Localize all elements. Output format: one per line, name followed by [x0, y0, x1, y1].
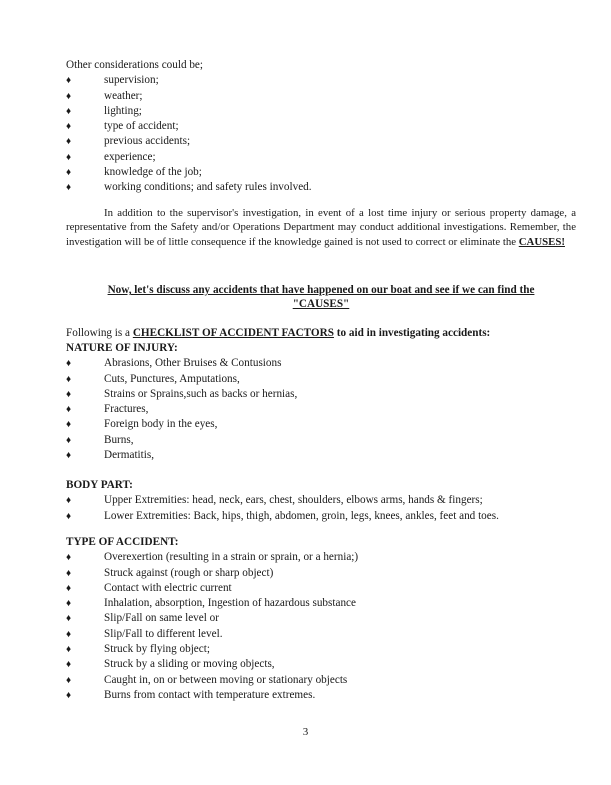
type-of-accident-section — [66, 535, 576, 703]
considerations-section — [66, 58, 576, 196]
bullet-text: Struck by a sliding or moving objects, — [104, 658, 275, 671]
type-colon: : — [174, 536, 179, 548]
bullet-text: previous accidents; — [104, 135, 191, 148]
bullet-text: knowledge of the job; — [104, 166, 202, 179]
page-number: 3 — [302, 726, 309, 738]
bullet-item — [66, 566, 576, 581]
bullet-text: Struck by flying object; — [104, 643, 210, 656]
bullet-item — [66, 165, 576, 180]
bullet-item — [66, 433, 576, 448]
diamond-bullet-icon: ♦ — [66, 567, 72, 579]
diamond-bullet-icon: ♦ — [66, 136, 72, 148]
diamond-bullet-icon: ♦ — [66, 105, 72, 117]
diamond-bullet-icon: ♦ — [66, 121, 72, 133]
bullet-text: Burns, — [104, 433, 134, 446]
bullet-text: lighting; — [104, 104, 142, 117]
bullet-text: Inhalation, absorption, Ingestion of hazardous substance — [104, 597, 356, 610]
diamond-bullet-icon: ♦ — [66, 358, 72, 370]
bullet-text: Contact with electric current — [104, 581, 232, 594]
bullet-text: Burns from contact with temperature extremes. — [104, 688, 316, 701]
diamond-bullet-icon: ♦ — [66, 582, 72, 594]
diamond-bullet-icon: ♦ — [66, 495, 72, 507]
diamond-bullet-icon: ♦ — [66, 434, 72, 446]
bullet-text: Slip/Fall on same level or — [104, 612, 219, 625]
bullet-item — [66, 448, 576, 463]
bullet-text: weather; — [104, 89, 143, 102]
diamond-bullet-icon: ♦ — [66, 388, 72, 400]
bullet-item — [66, 180, 576, 195]
bullet-item — [66, 688, 576, 703]
diamond-bullet-icon: ♦ — [66, 552, 72, 564]
bullet-item — [66, 673, 576, 688]
diamond-bullet-icon: ♦ — [66, 689, 72, 701]
bullet-item — [66, 627, 576, 642]
discuss-heading — [66, 283, 576, 311]
bullet-text: Abrasions, Other Bruises & Contusions — [104, 357, 282, 370]
bullet-item — [66, 611, 576, 626]
nature-colon: : — [173, 342, 178, 354]
bullet-text: type of accident; — [104, 120, 179, 133]
checklist-lead: Following is a — [66, 327, 133, 339]
bullet-text: Slip/Fall to different level. — [104, 627, 223, 640]
bullet-item — [66, 493, 576, 508]
bullet-item — [66, 356, 576, 371]
diamond-bullet-icon: ♦ — [66, 598, 72, 610]
bullet-item — [66, 89, 576, 104]
bullet-text: Strains or Sprains,such as backs or hernias, — [104, 387, 298, 400]
checklist-intro — [66, 326, 576, 341]
bullet-text: Cuts, Punctures, Amputations, — [104, 372, 240, 385]
checklist-tail: to aid in investigating accidents: — [333, 327, 491, 339]
considerations-heading: Other considerations could be; — [66, 59, 204, 71]
diamond-bullet-icon: ♦ — [66, 613, 72, 625]
discuss-line-1: Now, let's discuss any accidents that have happened on our boat and see if we can find the — [107, 284, 535, 296]
bullet-item — [66, 402, 576, 417]
bullet-item — [66, 119, 576, 134]
bullet-item — [66, 73, 576, 88]
bullet-text: Lower Extremities: Back, hips, thigh, abdomen, groin, legs, knees, ankles, feet and toes. — [104, 509, 499, 522]
bullet-item — [66, 581, 576, 596]
body-part-label: BODY PART — [66, 479, 130, 491]
bullet-text: Struck against (rough or sharp object) — [104, 566, 274, 579]
bullet-item — [66, 104, 576, 119]
diamond-bullet-icon: ♦ — [66, 674, 72, 686]
bullet-text: Caught in, on or between moving or stationary objects — [104, 673, 348, 686]
diamond-bullet-icon: ♦ — [66, 151, 72, 163]
diamond-bullet-icon: ♦ — [66, 90, 72, 102]
bullet-text: Upper Extremities: head, neck, ears, chest, shoulders, elbows arms, hands & fingers; — [104, 494, 483, 507]
bullet-text: Dermatitis, — [104, 449, 155, 462]
type-of-accident-label: TYPE OF ACCIDENT — [66, 536, 175, 548]
bullet-item — [66, 550, 576, 565]
diamond-bullet-icon: ♦ — [66, 373, 72, 385]
nature-of-injury-section — [66, 341, 576, 463]
nature-of-injury-list — [66, 356, 576, 463]
bullet-text: Foreign body in the eyes, — [104, 418, 218, 431]
bullet-text: supervision; — [104, 74, 159, 87]
diamond-bullet-icon: ♦ — [66, 659, 72, 671]
bullet-text: Overexertion (resulting in a strain or sprain, or a hernia;) — [104, 551, 359, 564]
bullet-item — [66, 596, 576, 611]
diamond-bullet-icon: ♦ — [66, 167, 72, 179]
diamond-bullet-icon: ♦ — [66, 75, 72, 87]
body-part-section — [66, 478, 576, 524]
discuss-line-2: "CAUSES" — [292, 298, 350, 310]
diamond-bullet-icon: ♦ — [66, 404, 72, 416]
bullet-item — [66, 417, 576, 432]
diamond-bullet-icon: ♦ — [66, 419, 72, 431]
considerations-list — [66, 73, 576, 195]
diamond-bullet-icon: ♦ — [66, 510, 72, 522]
investigation-paragraph — [66, 206, 576, 249]
body-part-list — [66, 493, 576, 524]
bullet-item — [66, 657, 576, 672]
bullet-item — [66, 134, 576, 149]
paragraph-text: In addition to the supervisor's investigation, in event of a lost time injury or serious property damage, a representative from the Safety and/or Operations Department may conduct additional investigations. Remember, the investigation will be of little consequence if the knowledge gained is not used to correct or eliminate the — [66, 207, 576, 248]
diamond-bullet-icon: ♦ — [66, 450, 72, 462]
type-of-accident-list — [66, 550, 576, 703]
causes-emphasis: CAUSES! — [518, 235, 565, 248]
bullet-item — [66, 372, 576, 387]
bullet-item — [66, 387, 576, 402]
nature-of-injury-label: NATURE OF INJURY — [66, 342, 174, 354]
bullet-text: experience; — [104, 150, 156, 163]
diamond-bullet-icon: ♦ — [66, 628, 72, 640]
diamond-bullet-icon: ♦ — [66, 644, 72, 656]
checklist-title: CHECKLIST OF ACCIDENT FACTORS — [132, 327, 334, 339]
bullet-text: Fractures, — [104, 403, 149, 416]
body-part-colon: : — [129, 479, 133, 491]
bullet-item — [66, 642, 576, 657]
bullet-item — [66, 509, 576, 524]
bullet-item — [66, 150, 576, 165]
bullet-text: working conditions; and safety rules involved. — [104, 181, 312, 194]
diamond-bullet-icon: ♦ — [66, 182, 72, 194]
